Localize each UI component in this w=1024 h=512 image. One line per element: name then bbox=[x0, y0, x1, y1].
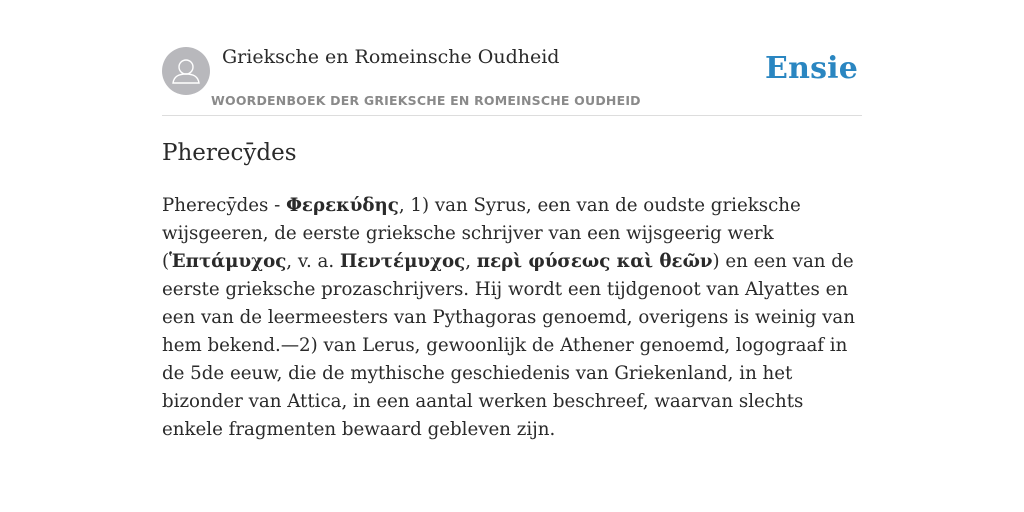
source-avatar[interactable] bbox=[162, 47, 210, 95]
definition-greek-term: Φερεκύδης bbox=[286, 195, 399, 216]
definition-greek-term: περὶ φύσεως καὶ θεῶν bbox=[476, 251, 713, 272]
definition-text: ) en een van de eerste grieksche prozaschrijvers. Hij wordt een tijdgenoot van Alyattes en een van de leermeesters van Pythagoras genoemd, overigens is weinig van hem bekend.—2) van Lerus, gewoonlijk de Athener genoemd, logograaf in de 5de eeuw, die de mythische geschiedenis van Griekenland, in het bizonder van Attica, in een aantal werken beschreef, waarvan slechts enkele fragmenten bewaard gebleven zijn. bbox=[162, 251, 855, 440]
definition-text: Pherecȳdes - bbox=[162, 195, 287, 216]
definition-greek-term: Πεντέμυχος bbox=[339, 251, 466, 272]
entry-headword: Pherecȳdes bbox=[162, 140, 297, 166]
source-subtitle: WOORDENBOEK DER GRIEKSCHE EN ROMEINSCHE OUDHEID bbox=[211, 93, 641, 108]
definition-greek-term: Ἑπτάμυχος bbox=[169, 251, 287, 272]
entry-definition bbox=[162, 192, 864, 444]
ensie-logo[interactable]: Ensie bbox=[765, 51, 859, 86]
definition-text: , 1) van Syrus, een van de oudste grieksche wijsgeeren, de eerste grieksche schrijver van een wijsgeerig werk ( bbox=[162, 195, 801, 272]
definition-text: , bbox=[465, 251, 477, 272]
source-title[interactable]: Grieksche en Romeinsche Oudheid bbox=[222, 46, 560, 68]
user-silhouette-icon bbox=[162, 47, 210, 95]
header-divider bbox=[162, 115, 862, 116]
definition-text: , v. a. bbox=[286, 251, 340, 272]
